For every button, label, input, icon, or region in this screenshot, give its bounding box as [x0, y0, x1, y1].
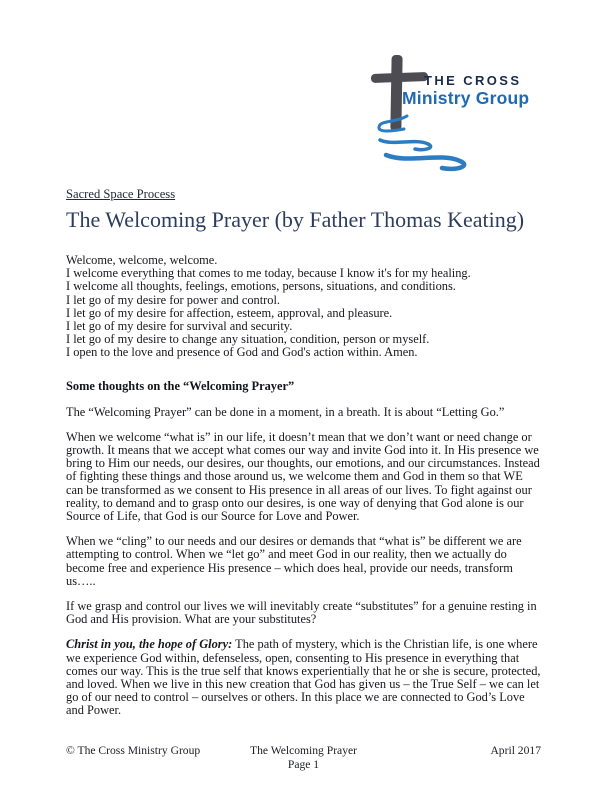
prayer-block — [66, 254, 541, 360]
doc-kicker: Sacred Space Process — [66, 187, 176, 201]
logo-text-ministry-group: Ministry Group — [402, 88, 530, 108]
paragraph-closing — [66, 638, 541, 717]
prayer-line: I welcome everything that comes to me today, because I know it's for my healing. — [66, 266, 471, 281]
paragraph-cling: When we “cling” to our needs and our desires or demands that “what is” be different we are attempting to control. When we “let go” and meet God in our reality, then we actually do become free and experience His presence – which does heal, provide our needs, transform us….. — [66, 534, 522, 588]
paragraph-welcome: When we welcome “what is” in our life, it doesn’t mean that we don’t want or need change or growth. It means that we accept what comes our way and invite God into it. In His presence we bring to Him our needs, our desires, our thoughts, our emotions, and our circumstances. Instead of fighting these things and those around us, we welcome them and God in them so that WE can be transformed as we consent to His presence in all areas of our lives. To fight against our reality, to demand and to grasp onto our desires, is one way of denying that God alone is our Source of Life, that God is our Source for Love and Power. — [66, 429, 540, 524]
paragraph-grasp: If we grasp and control our lives we will inevitably create “substitutes” for a genuine resting in God and His provision. What are your substitutes? — [66, 599, 537, 627]
prayer-line: I let go of my desire for survival and security. — [66, 319, 293, 334]
footer-copyright: © The Cross Ministry Group — [66, 744, 201, 757]
footer-doc-title: The Welcoming Prayer — [249, 744, 358, 757]
page-title: The Welcoming Prayer (by Father Thomas Keating) — [66, 207, 525, 232]
prayer-line: I let go of my desire for affection, esteem, approval, and pleasure. — [66, 305, 393, 320]
prayer-line: I let go of my desire to change any situation, condition, person or myself. — [66, 332, 430, 347]
logo-text-the-cross: THE CROSS — [424, 73, 522, 88]
prayer-line: I open to the love and presence of God and God's action within. Amen. — [66, 345, 418, 360]
footer-page-number: Page 1 — [287, 758, 320, 771]
closing-text: The path of mystery, which is the Christian life, is one where we experience God within, defenseless, open, consenting to His presence in everything that comes our way. This is the true self that knows experientially that he or she is secure, protected, and loved. When we live in this new creation that God has given us – the True Self – we can let go of our need to control – ourselves or others. In this place we are connected to God’s Love and Power. — [66, 637, 541, 718]
page-footer — [66, 744, 541, 772]
prayer-line: Welcome, welcome, welcome. — [66, 253, 218, 267]
footer-center — [250, 744, 357, 772]
prayer-line: I welcome all thoughts, feelings, emotions, persons, situations, and conditions. — [66, 279, 456, 294]
prayer-line: I let go of my desire for power and control. — [66, 292, 281, 307]
footer-date: April 2017 — [490, 744, 541, 757]
section-heading-some-thoughts: Some thoughts on the “Welcoming Prayer” — [66, 378, 295, 393]
closing-lead: Christ in you, the hope of Glory: — [66, 637, 233, 652]
paragraph-intro: The “Welcoming Prayer” can be done in a moment, in a breath. It is about “Letting Go.” — [66, 404, 505, 419]
